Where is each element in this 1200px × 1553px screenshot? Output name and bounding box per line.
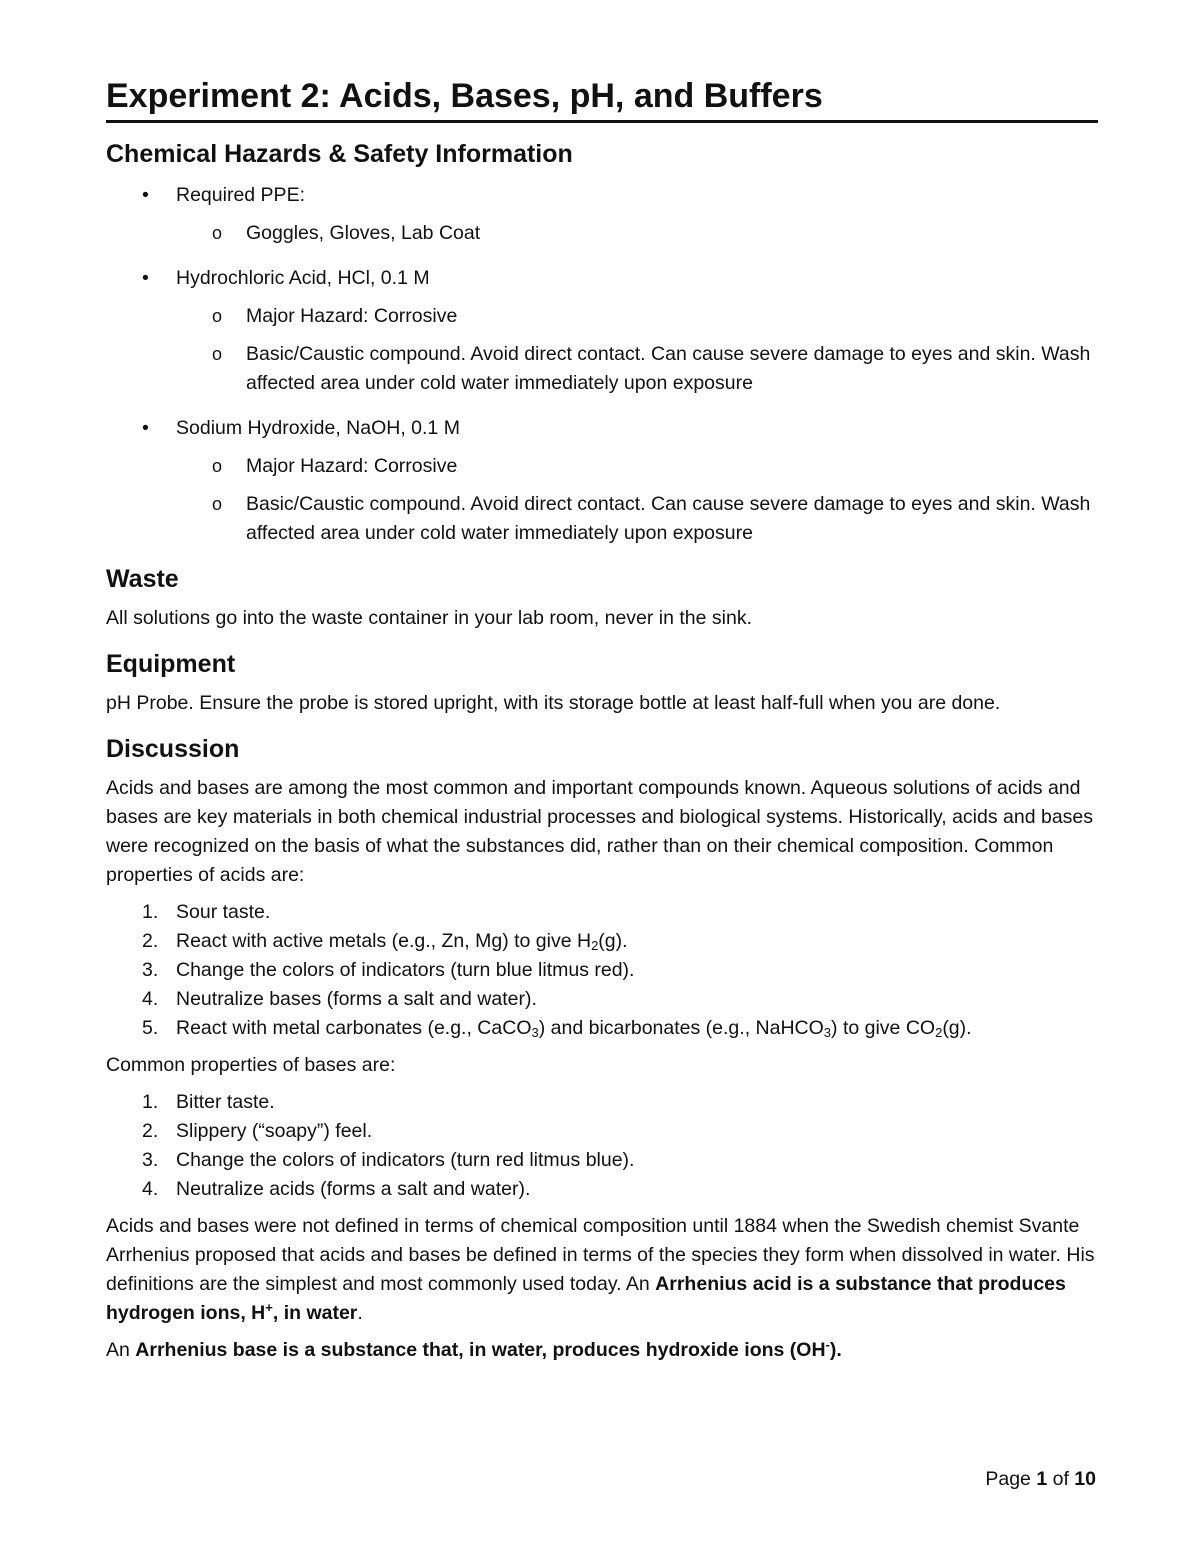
bullet-marker: •	[142, 267, 149, 289]
document-page	[106, 74, 1098, 1365]
base-intro: Common properties of bases are:	[106, 1054, 396, 1076]
list-item: 1. Sour taste.	[142, 901, 271, 923]
sub-list-item: o Basic/Caustic compound. Avoid direct contact. Can cause severe damage to eyes and skin. Wash affected area under cold water immediately upon exposure	[106, 490, 1098, 548]
list-item: 5. React with metal carbonates (e.g., CaCO$_3$) and bicarbonates (e.g., NaHCO$_3$) to give $CO_2(g)$.	[142, 1017, 972, 1040]
arrhenius-paragraph: Acids and bases were not defined in terms of chemical composition until 1884 when the Swedish chemist Svante Arrhenius proposed that acids and bases be defined in terms of the species they form when dissolved in water. His definitions are the simplest and most commonly used today. An Arrhenius acid is a substance that produces hydrogen ions, H+, in water.	[106, 1215, 1095, 1324]
sub-bullet-marker: o	[212, 456, 223, 476]
sub-list-item: o Major Hazard: Corrosive	[106, 452, 1098, 481]
list-item: 1. Bitter taste.	[142, 1091, 275, 1113]
sub-list-item: o Major Hazard: Corrosive	[106, 302, 1098, 331]
acid-definition: Arrhenius acid is a substance that produces hydrogen ions, H+, in water	[106, 1273, 1066, 1324]
sub-list-item: o Goggles, Gloves, Lab Coat	[106, 219, 1098, 248]
list-item: • Hydrochloric Acid, HCl, 0.1 M o Major Hazard: Corrosive o Basic/Caustic compound. Avoid direct contact. Can cause severe damage to eyes and skin. Wash affected area under cold water immediately upon exposure	[106, 264, 1098, 398]
list-item: • Required PPE: o Goggles, Gloves, Lab Coat	[106, 181, 1098, 248]
list-item: 3. Change the colors of indicators (turn red litmus blue).	[142, 1149, 635, 1171]
list-item: 3. Change the colors of indicators (turn blue litmus red).	[142, 959, 635, 981]
discussion-heading: Discussion	[106, 735, 240, 763]
sub-bullet-marker: o	[212, 494, 223, 514]
base-properties-list	[106, 1088, 1098, 1204]
base-definition-paragraph: An Arrhenius base is a substance that, in water, produces hydroxide ions (OH-).	[106, 1337, 842, 1361]
equipment-text: pH Probe. Ensure the probe is stored upright, with its storage bottle at least half-full when you are done.	[106, 692, 1001, 714]
sub-list-item: o Basic/Caustic compound. Avoid direct contact. Can cause severe damage to eyes and skin. Wash affected area under cold water immediately upon exposure	[106, 340, 1098, 398]
sub-bullet-marker: o	[212, 306, 223, 326]
waste-text: All solutions go into the waste container in your lab room, never in the sink.	[106, 607, 753, 629]
bullet-marker: •	[142, 184, 149, 206]
discussion-intro: Acids and bases are among the most common and important compounds known. Aqueous solutions of acids and bases are key materials in both chemical industrial processes and biological systems. Historically, acids and bases were recognized on the basis of what the substances did, rather than on their chemical composition. Common properties of acids are:	[106, 777, 1094, 886]
list-item: 2. React with active metals (e.g., Zn, Mg) to give $H_2(g)$.	[142, 930, 628, 953]
sub-bullet-marker: o	[212, 344, 223, 364]
safety-heading: Chemical Hazards & Safety Information	[106, 140, 573, 168]
list-item: 2. Slippery (“soapy”) feel.	[142, 1120, 373, 1142]
base-definition: Arrhenius base is a substance that, in water, produces hydroxide ions (OH-).	[135, 1337, 842, 1361]
list-item: • Sodium Hydroxide, NaOH, 0.1 M o Major Hazard: Corrosive o Basic/Caustic compound. Avoid direct contact. Can cause severe damage to eyes and skin. Wash affected area under cold water immediately upon exposure	[106, 414, 1098, 548]
list-item: 4. Neutralize bases (forms a salt and water).	[142, 988, 537, 1010]
waste-heading: Waste	[106, 565, 179, 593]
page-title: Experiment 2: Acids, Bases, pH, and Buffers	[106, 74, 1098, 123]
list-item: 4. Neutralize acids (forms a salt and water).	[142, 1178, 531, 1200]
sub-bullet-marker: o	[212, 223, 223, 243]
bullet-marker: •	[142, 417, 149, 439]
acid-properties-list	[106, 898, 1098, 1043]
safety-list	[106, 181, 1098, 548]
equipment-heading: Equipment	[106, 650, 236, 678]
page-number: Page 1 of 10	[985, 1468, 1096, 1490]
